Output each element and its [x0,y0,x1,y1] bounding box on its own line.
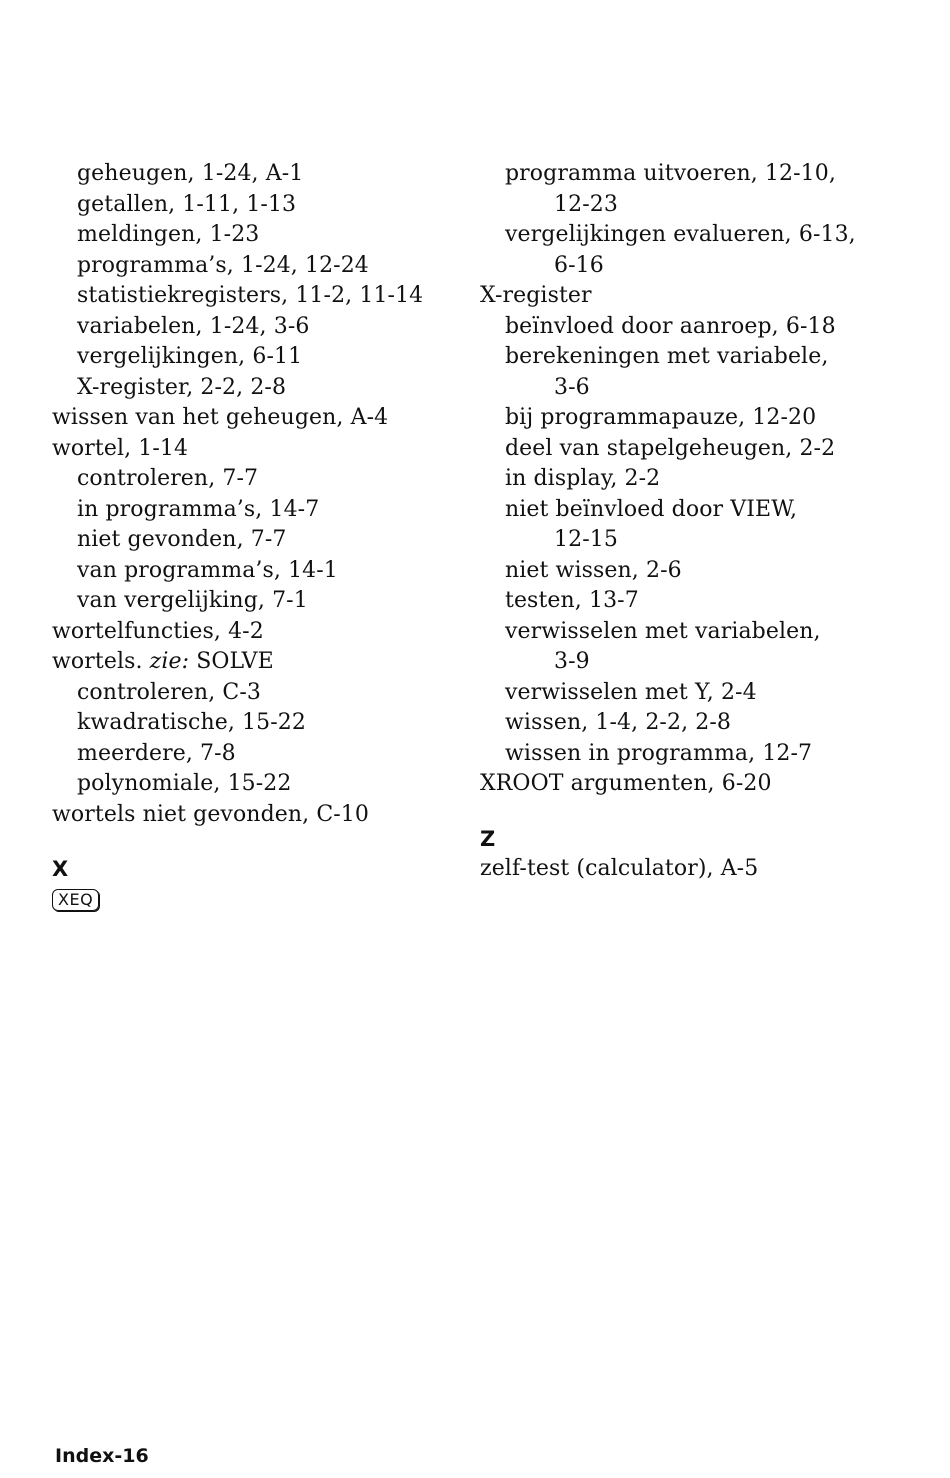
index-entry: vergelijkingen, 6-11 [77,344,303,369]
index-entry: programma uitvoeren, 12-10, [505,161,836,186]
index-entry: 6-16 [554,252,604,278]
index-entry: 3-6 [554,374,590,400]
index-entry: berekeningen met variabele, [505,344,829,369]
index-entry: in display, 2-2 [505,466,661,491]
index-entry: geheugen, 1-24, A-1 [77,161,304,186]
xeq-key-icon: XEQ [52,889,99,911]
index-entry: 12-23 [554,191,618,217]
index-entry: XROOT argumenten, 6-20 [480,771,772,796]
index-entry: van programma’s, 14-1 [77,557,338,583]
index-entry: in programma’s, 14-7 [77,496,320,522]
index-entry: statistiekregisters, 11-2, 11-14 [77,283,424,308]
index-entry: wortelfuncties, 4-2 [52,618,264,644]
index-entry: variabelen, 1-24, 3-6 [77,313,310,339]
page-number: Index-16 [55,1445,149,1467]
index-entry: 12-15 [554,527,618,552]
left-entries-after-list [52,678,452,831]
index-entry: getallen, 1-11, 1-13 [77,191,297,217]
index-entry: testen, 13-7 [505,588,639,613]
index-entry: polynomiale, 15-22 [77,771,292,796]
index-entry: verwisselen met variabelen, [505,618,821,644]
index-entry: programma’s, 1-24, 12-24 [77,252,369,278]
index-entry: deel van stapelgeheugen, 2-2 [505,435,836,461]
index-entry: wissen van het geheugen, A-4 [52,405,389,430]
index-entry: wissen, 1-4, 2-2, 2-8 [505,710,731,735]
right-entries-list [480,159,900,800]
index-entry: niet gevonden, 7-7 [77,527,287,552]
index-entry: niet wissen, 2-6 [505,557,682,583]
index-entry: meldingen, 1-23 [77,222,260,247]
index-entry: 3-9 [554,649,590,674]
index-entry: wortels niet gevonden, C-10 [52,801,369,827]
index-entry: controleren, C-3 [77,679,261,705]
index-entry: verwisselen met Y, 2-4 [505,679,757,705]
index-entry: vergelijkingen evalueren, 6-13, [505,222,856,247]
see-reference: zie: [149,649,190,674]
index-entry: zelf-test (calculator), A-5 [480,855,759,881]
right-entries-z-list [480,854,900,885]
index-entry: bij programmapauze, 12-20 [505,405,817,430]
index-entry: controleren, 7-7 [77,466,259,491]
index-entry: van vergelijking, 7-1 [77,588,308,613]
index-entry-xeq [52,884,452,915]
see-target: SOLVE [196,649,274,674]
index-entry: kwadratische, 15-22 [77,710,306,735]
index-entry: X-register [480,283,592,308]
left-entries-list [52,159,452,647]
index-entry: niet beïnvloed door VIEW, [505,496,798,522]
index-entry: beïnvloed door aanroep, 6-18 [505,313,836,339]
section-heading-x: X [52,857,69,881]
index-entry-wortels [52,647,452,678]
wortels-prefix: wortels. [52,649,143,674]
section-heading-z: Z [480,826,496,851]
index-column-left [52,159,452,915]
index-entry: X-register, 2-2, 2-8 [77,374,287,400]
index-column-right [480,159,900,884]
index-entry: wortel, 1-14 [52,435,189,461]
index-entry: wissen in programma, 12-7 [505,740,813,766]
index-entry: meerdere, 7-8 [77,740,236,766]
